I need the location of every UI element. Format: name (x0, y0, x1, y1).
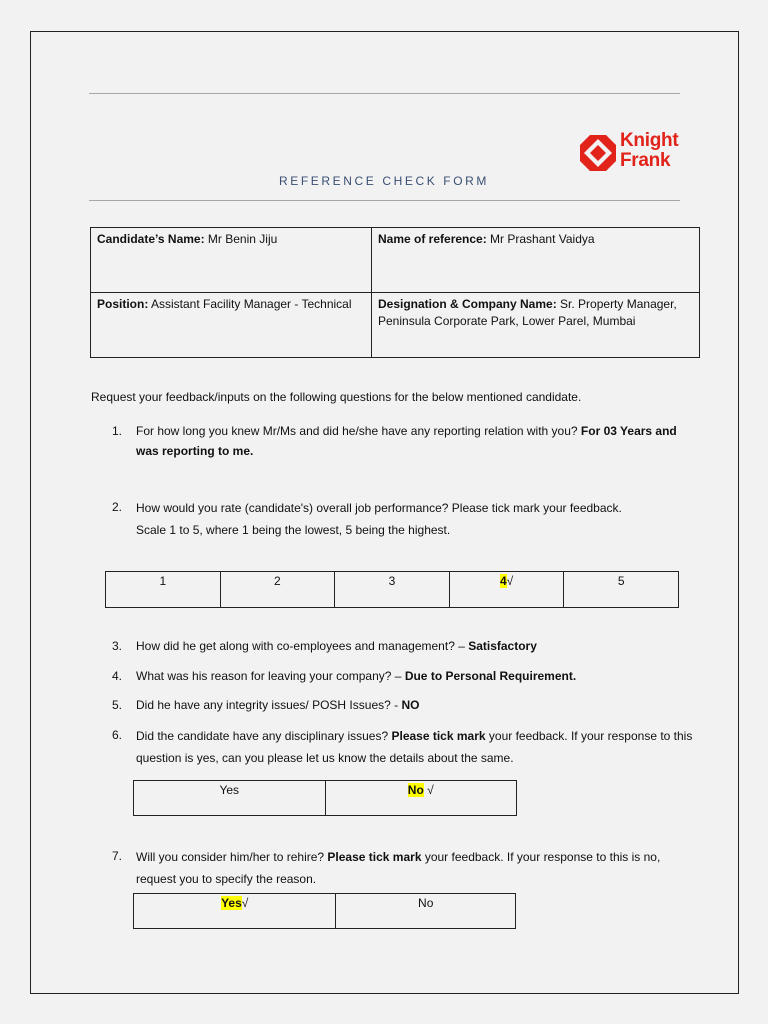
knight-frank-logo-icon (580, 135, 616, 171)
answer-text: For 03 Years and was reporting to me. (136, 424, 677, 458)
answer-text: NO (401, 698, 420, 712)
designation-label: Designation & Company Name: (378, 297, 557, 311)
tick-mark: √ (506, 574, 514, 588)
logo-line-2: Frank (620, 150, 671, 171)
question-text-line-2: Scale 1 to 5, where 1 being the lowest, 5 being the highest. (136, 523, 451, 537)
rating-option-5[interactable]: 5 (564, 572, 679, 608)
question-6 (112, 725, 702, 769)
title-divider (89, 200, 680, 201)
question-number: 5. (112, 698, 123, 712)
form-title: REFERENCE CHECK FORM (278, 174, 489, 188)
rating-option-3[interactable]: 3 (335, 572, 450, 608)
option-no[interactable]: No (336, 894, 516, 929)
rehire-options-table (133, 893, 516, 929)
reference-label: Name of reference: (378, 232, 487, 246)
position-cell (91, 293, 372, 358)
question-text-line-1: How would you rate (candidate's) overall job performance? Please tick mark your feedback. (136, 501, 622, 515)
question-1 (112, 421, 702, 461)
candidate-info-table (90, 227, 700, 358)
rating-option-2[interactable]: 2 (220, 572, 335, 608)
rating-option-1[interactable]: 1 (106, 572, 221, 608)
intro-text: Request your feedback/inputs on the following questions for the below mentioned candidate. (91, 390, 582, 404)
question-text: Will you consider him/her to rehire? (136, 850, 328, 864)
question-5 (112, 695, 702, 715)
question-number: 2. (112, 500, 123, 514)
question-3 (112, 636, 702, 656)
tick-instruction: Please tick mark (327, 850, 422, 864)
option-yes[interactable]: Yes (134, 781, 326, 816)
disciplinary-options-table (133, 780, 517, 816)
logo-wordmark (620, 131, 678, 171)
question-text-continued: your feedback. If your response to this is no, request you to specify the reason. (136, 850, 661, 886)
rating-selected-value: 4 (499, 574, 507, 588)
designation-value: Sr. Property Manager, Peninsula Corporate Park, Lower Parel, Mumbai (378, 297, 677, 328)
top-divider (89, 93, 680, 94)
position-value: Assistant Facility Manager - Technical (148, 297, 352, 311)
question-7 (112, 846, 702, 890)
tick-mark: √ (423, 783, 434, 797)
tick-instruction: Please tick mark (391, 729, 486, 743)
designation-cell (372, 293, 700, 358)
option-yes-selected: Yes (221, 896, 242, 910)
candidate-label: Candidate’s Name: (97, 232, 205, 246)
question-number: 6. (112, 728, 123, 742)
question-text: For how long you knew Mr/Ms and did he/she have any reporting relation with you? (136, 424, 581, 438)
question-text: Did he have any integrity issues/ POSH Issues? - (136, 698, 402, 712)
question-number: 4. (112, 669, 123, 683)
question-number: 3. (112, 639, 123, 653)
reference-cell (372, 228, 700, 293)
question-4 (112, 666, 702, 686)
option-no-selected: No (407, 783, 424, 797)
candidate-cell (91, 228, 372, 293)
option-no[interactable] (325, 781, 517, 816)
question-2 (112, 497, 702, 541)
tick-mark: √ (241, 896, 249, 910)
question-number: 7. (112, 849, 123, 863)
question-text: Did the candidate have any disciplinary issues? (136, 729, 392, 743)
position-label: Position: (97, 297, 149, 311)
answer-text: Due to Personal Requirement. (404, 669, 577, 683)
logo-line-1: Knight (620, 130, 679, 151)
rating-table (105, 571, 679, 608)
answer-text: Satisfactory (468, 639, 537, 653)
question-text: What was his reason for leaving your company? – (136, 669, 405, 683)
question-number: 1. (112, 424, 123, 438)
reference-value: Mr Prashant Vaidya (486, 232, 595, 246)
candidate-value: Mr Benin Jiju (204, 232, 278, 246)
question-text-continued: your feedback. If your response to this question is yes, can you please let us know the details about the same. (136, 729, 693, 765)
rating-option-4[interactable] (449, 572, 564, 608)
question-text: How did he get along with co-employees and management? – (136, 639, 469, 653)
option-yes[interactable] (134, 894, 336, 929)
